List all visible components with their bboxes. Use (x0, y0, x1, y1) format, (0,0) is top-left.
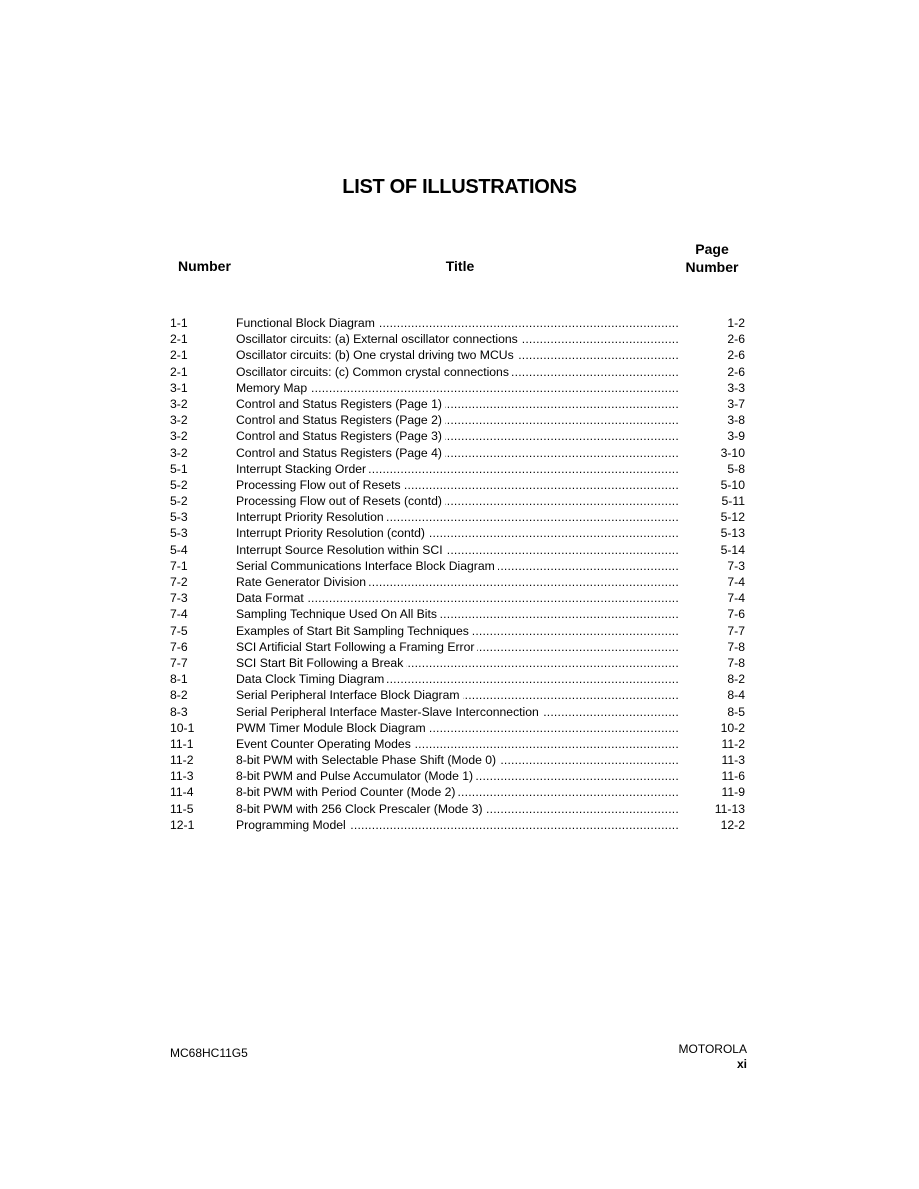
figure-number: 3-2 (170, 445, 188, 460)
list-item (170, 590, 745, 606)
figure-number: 5-4 (170, 542, 188, 557)
list-item (170, 509, 745, 525)
figure-number: 3-2 (170, 396, 188, 411)
figure-title (236, 558, 678, 574)
column-header-title: Title (445, 258, 475, 274)
figure-title (236, 331, 678, 347)
column-header-page-line2: Number (685, 259, 739, 275)
figure-title-text: SCI Start Bit Following a Break (236, 656, 406, 670)
figure-number: 8-2 (170, 688, 188, 703)
figure-title (236, 461, 678, 477)
list-item (170, 768, 745, 784)
figure-number: 11-5 (170, 801, 194, 816)
page-title: LIST OF ILLUSTRATIONS (342, 176, 577, 198)
figure-title (236, 428, 678, 444)
figure-title-text: Examples of Start Bit Sampling Techniques (236, 624, 472, 638)
list-item (170, 639, 745, 655)
figure-title (236, 315, 678, 331)
figure-title (236, 768, 678, 784)
figure-page: 3-10 (720, 445, 745, 460)
footer-part-number: MC68HC11G5 (170, 1046, 248, 1060)
figure-title-text: SCI Artificial Start Following a Framing Error (236, 640, 477, 654)
figure-title-text: Control and Status Registers (Page 1) (236, 397, 445, 411)
list-item (170, 477, 745, 493)
footer-page-number: xi (736, 1057, 747, 1071)
figure-title-text: Interrupt Stacking Order (236, 462, 369, 476)
figure-title-text: Processing Flow out of Resets (contd) (236, 494, 445, 508)
figure-title-text: Processing Flow out of Resets (236, 478, 404, 492)
figure-number: 12-1 (170, 817, 195, 832)
figure-page: 7-4 (727, 591, 745, 606)
figure-page: 11-13 (714, 801, 745, 816)
list-item (170, 396, 745, 412)
list-item (170, 461, 745, 477)
figure-page: 5-10 (720, 477, 745, 492)
list-item (170, 525, 745, 541)
list-item (170, 606, 745, 622)
figure-number: 5-2 (170, 494, 188, 509)
list-item (170, 687, 745, 703)
list-item (170, 445, 745, 461)
figure-title (236, 574, 678, 590)
figure-page: 7-8 (727, 639, 745, 654)
figure-title (236, 590, 678, 606)
list-item (170, 428, 745, 444)
figure-title (236, 606, 678, 622)
figure-page: 11-9 (721, 785, 745, 800)
figure-number: 7-4 (170, 607, 188, 622)
list-item (170, 558, 745, 574)
figure-title (236, 525, 678, 541)
list-item (170, 801, 745, 817)
figure-title-text: Programming Model (236, 818, 349, 832)
list-item (170, 347, 745, 363)
figure-number: 8-1 (170, 672, 188, 687)
figure-number: 2-1 (170, 364, 188, 379)
figure-number: 1-1 (170, 316, 188, 330)
figure-page: 7-4 (727, 575, 745, 589)
figure-number: 3-1 (170, 380, 188, 395)
figure-number: 11-4 (170, 785, 194, 800)
figure-number: 5-1 (170, 461, 188, 476)
list-item (170, 542, 745, 558)
figure-title (236, 347, 678, 363)
figure-page: 11-3 (721, 753, 745, 768)
figure-title-text: Oscillator circuits: (b) One crystal driving two MCUs (236, 348, 517, 362)
figure-title-text: 8-bit PWM with Selectable Phase Shift (Mode 0) (236, 753, 499, 767)
figure-title-text: Interrupt Priority Resolution (contd) (236, 526, 428, 540)
figure-title (236, 380, 678, 396)
figure-title-text: Serial Communications Interface Block Diagram (236, 559, 498, 573)
figure-title (236, 542, 678, 558)
figure-title-text: Interrupt Source Resolution within SCI (236, 543, 446, 557)
figure-number: 2-1 (170, 332, 188, 347)
list-item (170, 331, 745, 347)
figure-title (236, 396, 678, 412)
figure-number: 7-5 (170, 623, 188, 638)
list-item (170, 784, 745, 800)
figure-number: 7-6 (170, 639, 188, 654)
list-item (170, 315, 745, 331)
figure-title-text: Oscillator circuits: (a) External oscillator connections (236, 332, 521, 346)
figure-title-text: Oscillator circuits: (c) Common crystal connections (236, 365, 512, 379)
list-item (170, 736, 745, 752)
list-item (170, 380, 745, 396)
figure-title-text: Event Counter Operating Modes (236, 737, 414, 751)
figure-number: 5-3 (170, 510, 188, 525)
figure-page: 2-6 (727, 364, 745, 379)
figure-page: 8-4 (727, 688, 745, 703)
figure-number: 7-1 (170, 558, 188, 573)
figure-page: 5-14 (720, 542, 745, 557)
figure-number: 5-3 (170, 526, 188, 541)
figure-title-text: Rate Generator Division (236, 575, 369, 589)
figure-number: 3-2 (170, 413, 188, 428)
figure-page: 3-9 (727, 429, 745, 444)
figure-title (236, 412, 678, 428)
figure-title-text: Functional Block Diagram (236, 316, 378, 330)
figure-title-text: Control and Status Registers (Page 4) (236, 446, 445, 460)
figure-page: 10-2 (720, 720, 745, 735)
list-item (170, 752, 745, 768)
figure-title (236, 720, 678, 736)
figure-title (236, 736, 678, 752)
figure-page: 8-2 (727, 672, 745, 687)
figure-number: 8-3 (170, 704, 188, 719)
figure-page: 7-3 (727, 558, 745, 573)
figure-title (236, 639, 678, 655)
figure-number: 10-1 (170, 720, 195, 735)
figure-title-text: Data Clock Timing Diagram (236, 672, 387, 686)
figure-title-text: PWM Timer Module Block Diagram (236, 721, 429, 735)
footer-right (679, 1042, 747, 1072)
list-item (170, 412, 745, 428)
figure-title (236, 509, 678, 525)
figure-title-text: 8-bit PWM with Period Counter (Mode 2) (236, 785, 458, 799)
list-item (170, 720, 745, 736)
list-item (170, 364, 745, 380)
figure-title-text: Control and Status Registers (Page 2) (236, 413, 445, 427)
figure-number: 11-2 (170, 753, 194, 768)
figure-title (236, 623, 678, 639)
figure-page: 7-8 (727, 655, 745, 670)
figure-title-text: Data Format (236, 591, 307, 605)
figure-title-text: 8-bit PWM with 256 Clock Prescaler (Mode 3) (236, 802, 486, 816)
figure-title (236, 493, 678, 509)
figure-title-text: Control and Status Registers (Page 3) (236, 429, 445, 443)
figure-page: 8-5 (727, 704, 745, 719)
figure-title (236, 445, 678, 461)
figure-title (236, 801, 678, 817)
list-item (170, 574, 745, 590)
figure-number: 5-2 (170, 477, 188, 492)
figure-page: 3-8 (727, 413, 745, 428)
footer-company: MOTOROLA (678, 1042, 747, 1056)
figure-number: 7-2 (170, 575, 188, 589)
figure-page: 3-7 (727, 396, 745, 411)
figure-page: 3-3 (727, 380, 745, 395)
figure-page: 5-12 (720, 510, 745, 525)
figure-title (236, 477, 678, 493)
figure-title (236, 655, 678, 671)
figure-page: 2-6 (727, 348, 745, 363)
figure-number: 11-1 (170, 736, 194, 751)
figure-number: 2-1 (170, 348, 188, 363)
list-item (170, 671, 745, 687)
list-item (170, 817, 745, 833)
figure-page: 11-2 (721, 736, 745, 751)
list-item (170, 623, 745, 639)
list-item (170, 655, 745, 671)
figure-page: 11-6 (721, 769, 745, 784)
list-item (170, 704, 745, 720)
figure-title-text: Serial Peripheral Interface Master-Slave Interconnection (236, 705, 542, 719)
figure-title-text: Serial Peripheral Interface Block Diagram (236, 688, 463, 702)
figure-page: 5-8 (727, 461, 745, 476)
figure-page: 1-2 (727, 316, 745, 330)
figure-number: 7-3 (170, 591, 188, 606)
figure-title (236, 364, 678, 380)
figure-title-text: Sampling Technique Used On All Bits (236, 607, 440, 621)
figure-number: 3-2 (170, 429, 188, 444)
figure-title (236, 687, 678, 703)
column-header-number: Number (178, 258, 231, 274)
figure-page: 2-6 (727, 332, 745, 347)
column-header-page-line1: Page (695, 241, 729, 257)
figure-title-text: Interrupt Priority Resolution (236, 510, 387, 524)
figure-title (236, 817, 678, 833)
column-header-page-number (670, 240, 754, 276)
figure-page: 7-7 (727, 623, 745, 638)
figure-number: 7-7 (170, 655, 188, 670)
figure-title (236, 752, 678, 768)
figure-page: 5-13 (720, 526, 745, 541)
figure-title (236, 704, 678, 720)
figure-page: 12-2 (720, 817, 745, 832)
figure-title-text: 8-bit PWM and Pulse Accumulator (Mode 1) (236, 769, 476, 783)
figure-page: 7-6 (727, 607, 745, 622)
figure-title (236, 671, 678, 687)
illustrations-list (170, 315, 745, 833)
figure-title (236, 784, 678, 800)
figure-number: 11-3 (170, 769, 194, 784)
figure-title-text: Memory Map (236, 381, 310, 395)
figure-page: 5-11 (721, 494, 745, 509)
list-item (170, 493, 745, 509)
